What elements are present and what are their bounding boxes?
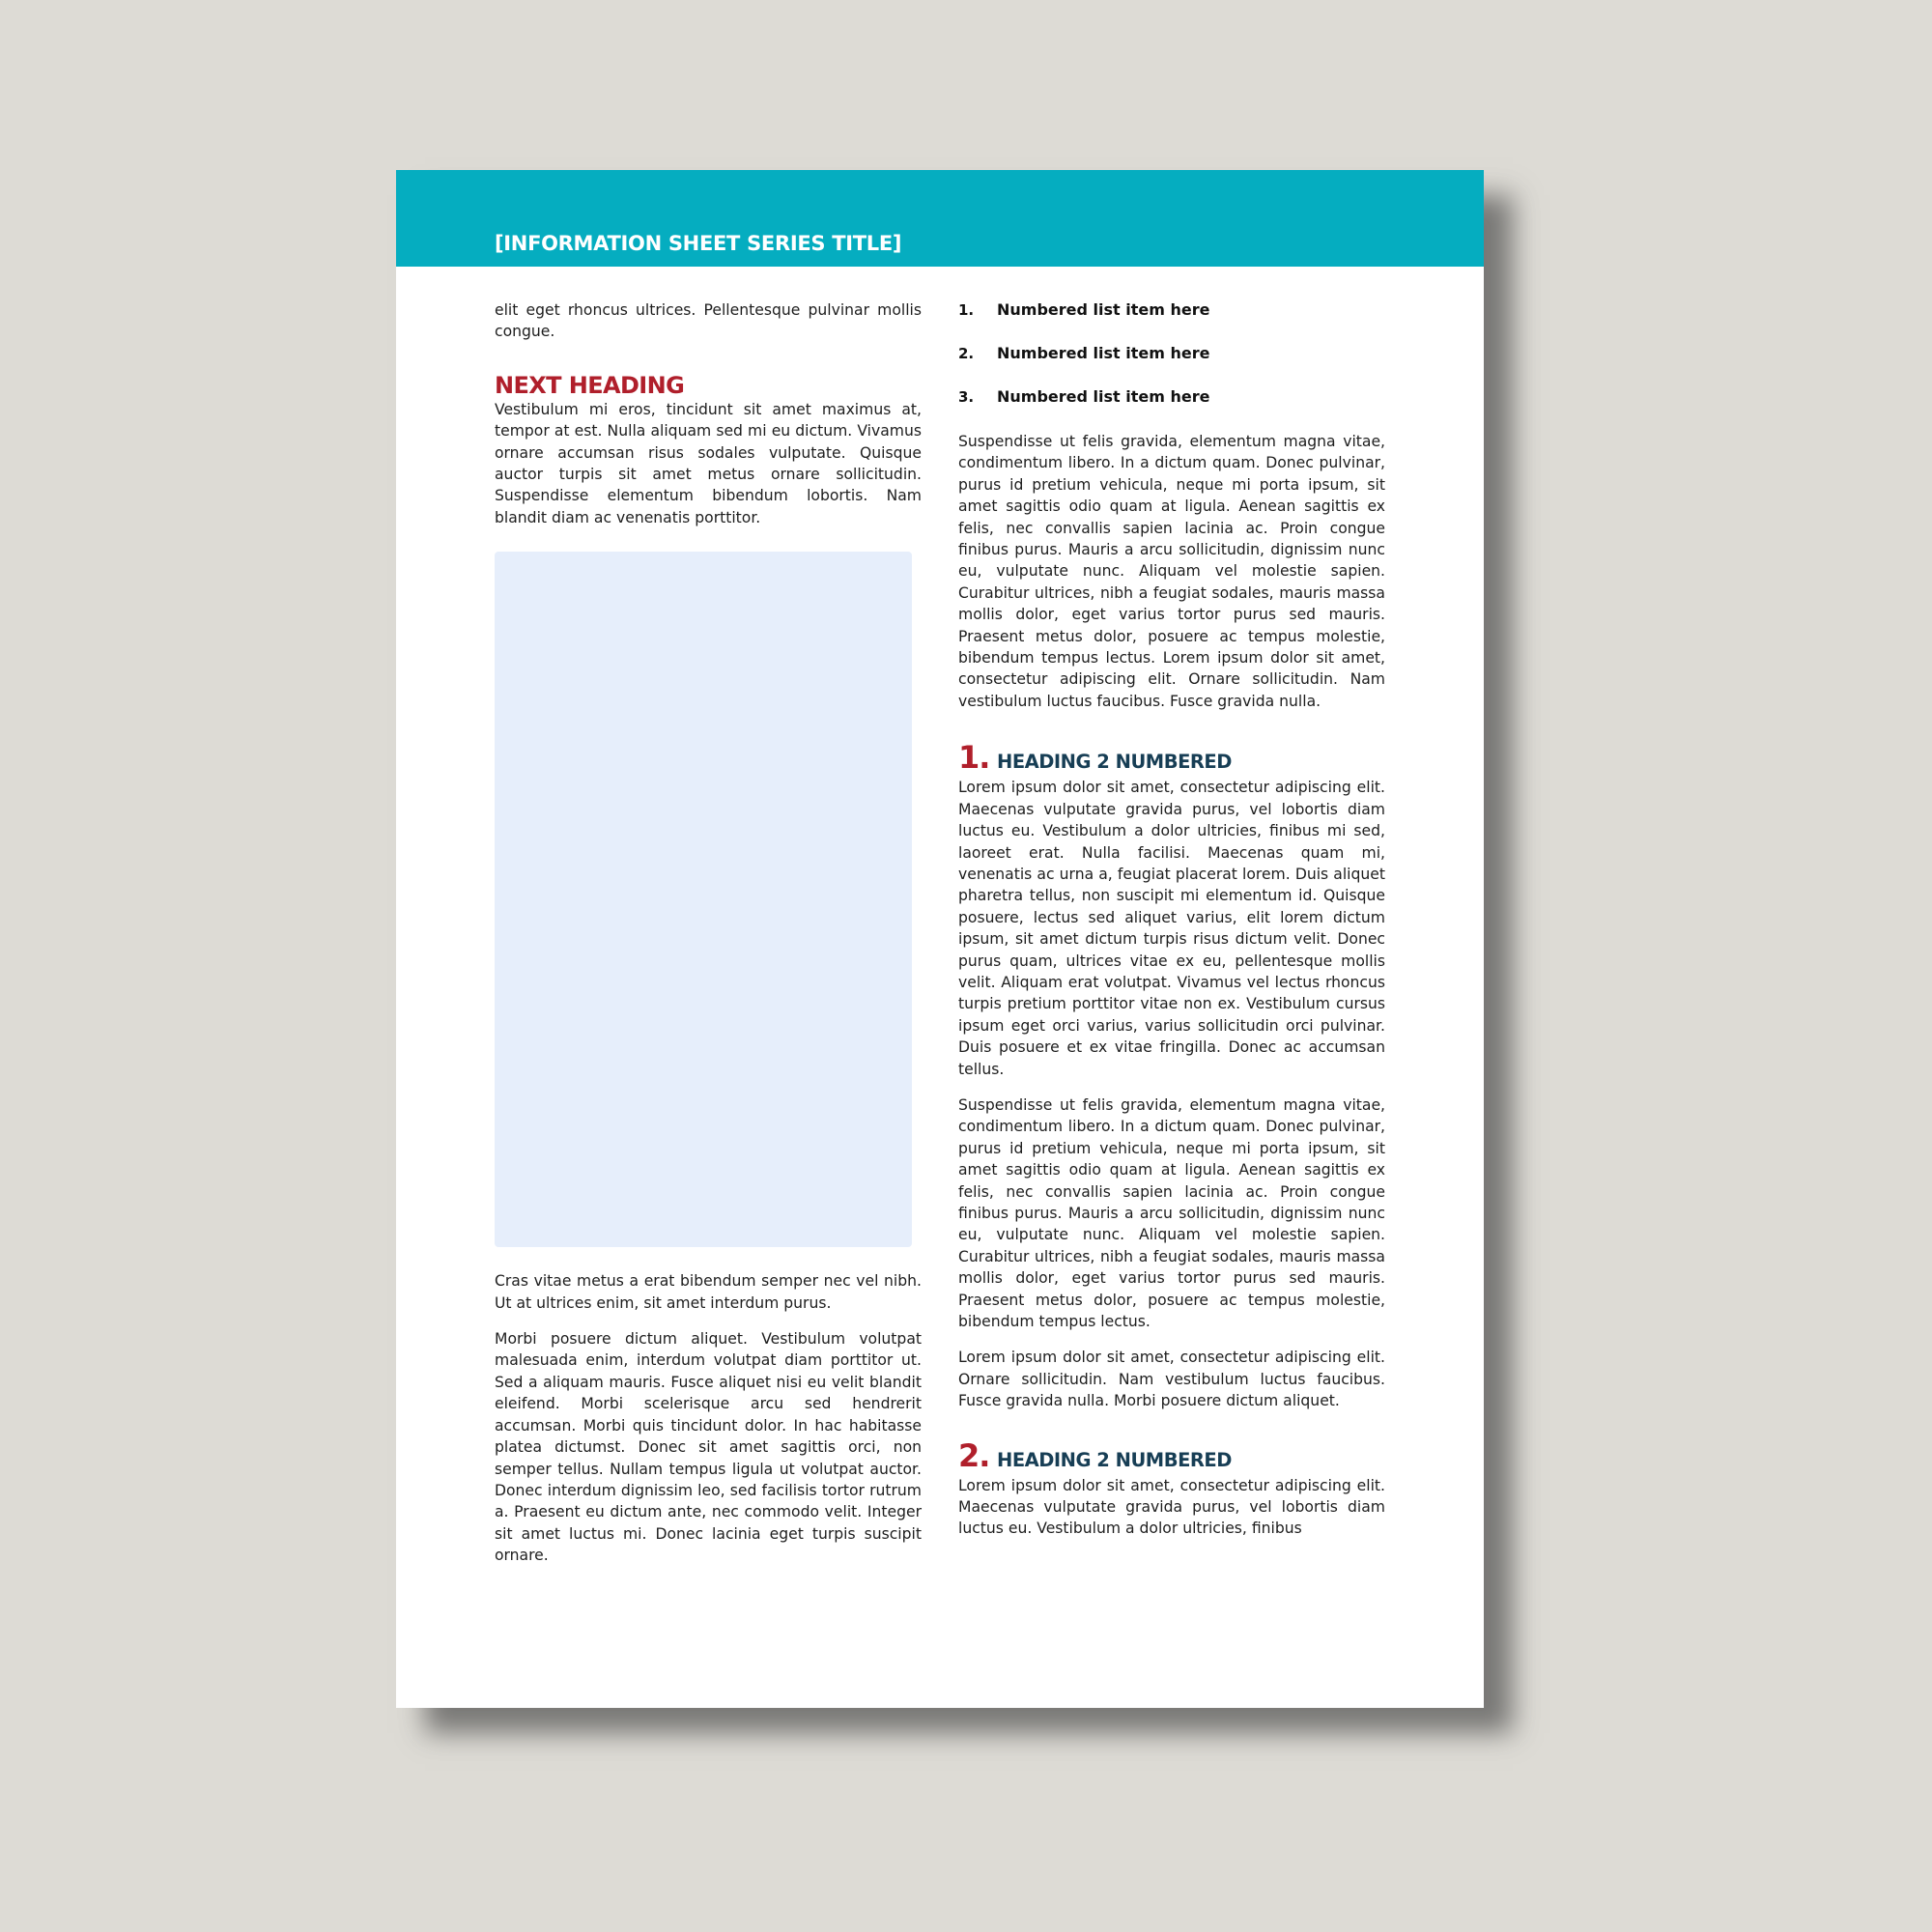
- right-column: [958, 299, 1385, 1540]
- list-item: [958, 343, 1385, 386]
- series-title: [INFORMATION SHEET SERIES TITLE]: [495, 232, 902, 255]
- list-item-number: 3.: [958, 388, 975, 406]
- list-item-label: Numbered list item here: [997, 300, 1210, 319]
- section1-paragraph-3: Lorem ipsum dolor sit amet, consectetur adipiscing elit. Ornare sollicitudin. Nam vestibulum luctus faucibus. Fusce gravida nulla. Morbi posuere dictum aliquet.: [958, 1349, 1385, 1410]
- section1-paragraph-2: Suspendisse ut felis gravida, elementum magna vitae, condimentum libero. In a dictum quam. Donec pulvinar, purus id pretium vehicula, neque mi porta ipsum, sit amet sagittis odio quam at ligula. Aenean sagittis ex felis, nec convallis sapien lacinia ac. Proin congue finibus purus. Mauris a arcu sollicitudin, dignissim nunc eu, vulputate nunc. Aliquam vel molestie sapien. Curabitur ultrices, nibh a feugiat sodales, mauris massa mollis dolor, eget varius tortor purus sed mauris. Praesent metus dolor, posuere ac tempus molestie, bibendum tempus lectus.: [958, 1095, 1385, 1331]
- caption-paragraph: Cras vitae metus a erat bibendum semper nec vel nibh. Ut at ultrices enim, sit amet interdum purus.: [495, 1272, 922, 1312]
- list-item-number: 2.: [958, 345, 975, 362]
- list-item: [958, 386, 1385, 430]
- section1-heading: [958, 739, 1385, 777]
- section1-heading-number: 1.: [958, 739, 990, 777]
- numbered-list: [958, 299, 1385, 430]
- section1-heading-text: HEADING 2 NUMBERED: [997, 751, 1232, 774]
- left-column: [495, 299, 922, 1567]
- list-item-label: Numbered list item here: [997, 387, 1210, 406]
- section2-paragraph-1: Lorem ipsum dolor sit amet, consectetur adipiscing elit. Maecenas vulputate gravida purus, vel lobortis diam luctus eu. Vestibulum a dolor ultricies, finibus: [958, 1476, 1385, 1538]
- next-heading-paragraph: Vestibulum mi eros, tincidunt sit amet maximus at, tempor at est. Nulla aliquam sed mi eu dictum. Vivamus ornare accumsan risus sodales vulputate. Quisque auctor turpis sit amet metus ornare sollicitudin. Suspendisse elementum bibendum lobortis. Nam blandit diam ac venenatis porttitor.: [495, 400, 922, 526]
- list-item-label: Numbered list item here: [997, 344, 1210, 362]
- section2-heading-text: HEADING 2 NUMBERED: [997, 1448, 1232, 1471]
- closing-paragraph: Morbi posuere dictum aliquet. Vestibulum volutpat malesuada enim, interdum volutpat diam porttitor ut. Sed a aliquam mauris. Fusce aliquet nisi eu velit blandit eleifend. Morbi scelerisque arcu sed hendrerit accumsan. Morbi quis tincidunt dolor. In hac habitasse platea dictumst. Donec sit amet sagittis orci, non semper tellus. Nullam tempus ligula ut volutpat auctor. Donec interdum dignissim leo, sed facilisis tortor rutrum a. Praesent eu dictum ante, nec commodo velit. Integer sit amet luctus mi. Donec lacinia eget turpis suscipit ornare.: [495, 1330, 922, 1565]
- next-heading: NEXT HEADING: [495, 371, 685, 399]
- section1-paragraph-1: Lorem ipsum dolor sit amet, consectetur adipiscing elit. Maecenas vulputate gravida purus, vel lobortis diam luctus eu. Vestibulum a dolor ultricies, finibus mi sed, laoreet erat. Nulla facilisi. Maecenas quam mi, venenatis ac urna a, feugiat placerat lorem. Duis aliquet pharetra tellus, non suscipit mi elementum id. Quisque posuere, lectus sed aliquet varius, elit lorem dictum ipsum, sit amet dictum turpis risus dictum velit. Donec purus quam, ultrices vitae ex eu, pellentesque mollis velit. Aliquam erat volutpat. Vivamus vel lectus rhoncus turpis pretium porttitor vitae non ex. Vestibulum cursus ipsum eget orci varius, varius sollicitudin orci pulvinar. Duis posuere et ex vitae fringilla. Donec ac accumsan tellus.: [958, 779, 1385, 1078]
- list-item-number: 1.: [958, 301, 975, 319]
- document-page: [396, 170, 1484, 1708]
- header-band: [396, 170, 1484, 267]
- list-paragraph: Suspendisse ut felis gravida, elementum magna vitae, condimentum libero. In a dictum quam. Donec pulvinar, purus id pretium vehicula, neque mi porta ipsum, sit amet sagittis odio quam at ligula. Aenean sagittis ex felis, nec convallis sapien lacinia ac. Proin congue finibus purus. Mauris a arcu sollicitudin, dignissim nunc eu, vulputate nunc. Aliquam vel molestie sapien. Curabitur ultrices, nibh a feugiat sodales, mauris massa mollis dolor, eget varius tortor purus sed mauris. Praesent metus dolor, posuere ac tempus molestie, bibendum tempus lectus. Lorem ipsum dolor sit amet, consectetur adipiscing elit. Ornare sollicitudin. Nam vestibulum luctus faucibus. Fusce gravida nulla.: [958, 433, 1385, 710]
- intro-paragraph: elit eget rhoncus ultrices. Pellentesque pulvinar mollis congue.: [495, 301, 922, 341]
- list-item: [958, 299, 1385, 343]
- image-placeholder: [495, 552, 912, 1247]
- section2-heading: [958, 1436, 1385, 1475]
- section2-heading-number: 2.: [958, 1436, 990, 1474]
